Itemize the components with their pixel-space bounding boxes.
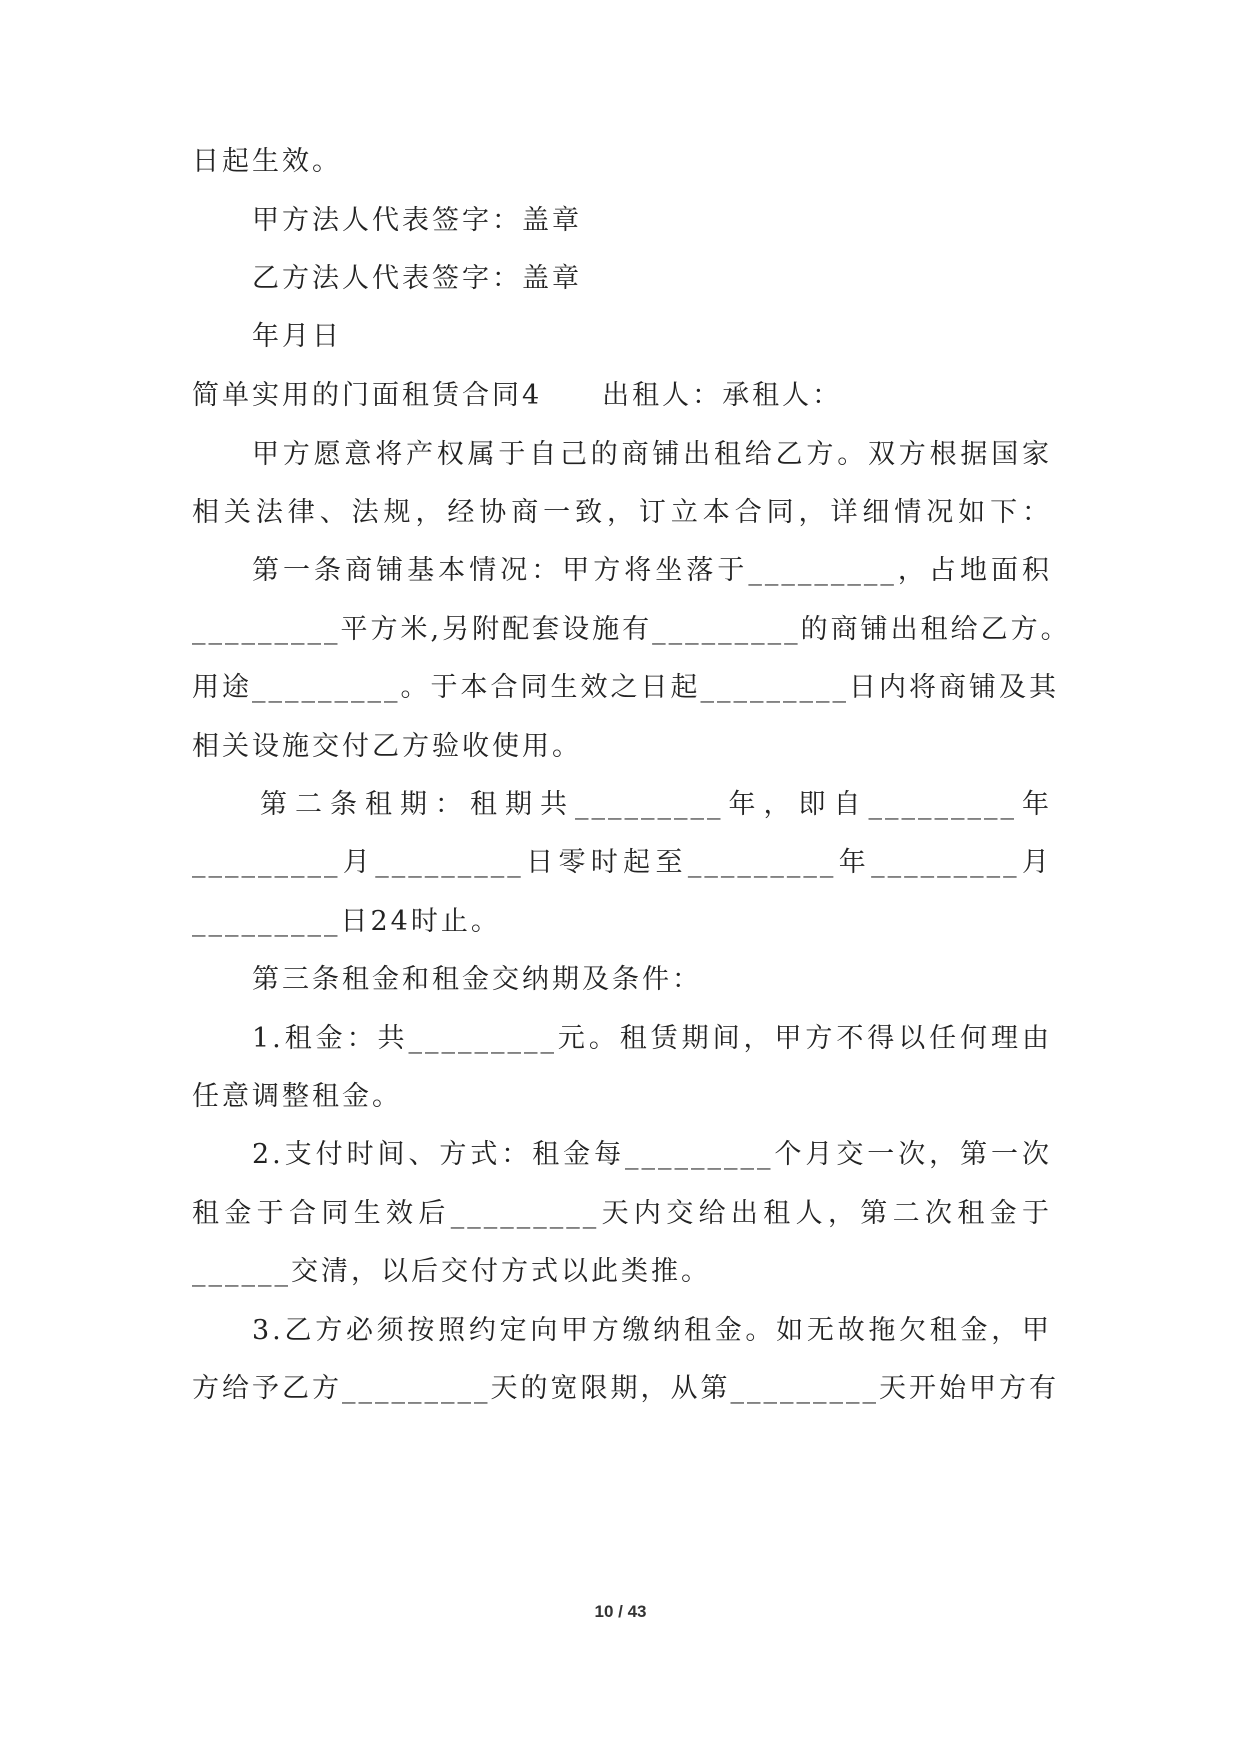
text-line: 第二条租期：租期共_________年，即自_________年 bbox=[260, 789, 1052, 820]
text-line: 租金于合同生效后_________天内交给出租人，第二次租金于 bbox=[192, 1198, 1052, 1229]
text-line: 方给予乙方_________天的宽限期，从第_________天开始甲方有 bbox=[192, 1373, 1059, 1404]
page-number: 10 / 43 bbox=[594, 1602, 647, 1621]
text-line: 第三条租金和租金交纳期及条件： bbox=[252, 964, 702, 995]
section-heading: 简单实用的门面租赁合同4 出租人：承租人： bbox=[192, 380, 843, 411]
text-line: 相关设施交付乙方验收使用。 bbox=[192, 731, 582, 762]
text-line: 乙方法人代表签字：盖章 bbox=[252, 263, 582, 294]
text-line: 第一条商铺基本情况：甲方将坐落于_________，占地面积 bbox=[252, 555, 1052, 586]
text-line: 3.乙方必须按照约定向甲方缴纳租金。如无故拖欠租金，甲 bbox=[252, 1315, 1052, 1346]
text-line: _________日24时止。 bbox=[192, 906, 501, 937]
text-line: ______交清，以后交付方式以此类推。 bbox=[192, 1256, 711, 1287]
text-line: 年月日 bbox=[252, 321, 342, 352]
text-line: 相关法律、法规，经协商一致，订立本合同，详细情况如下： bbox=[192, 497, 1052, 528]
text-line: 1.租金：共_________元。租赁期间，甲方不得以任何理由 bbox=[252, 1023, 1052, 1054]
text-line: 任意调整租金。 bbox=[192, 1081, 402, 1112]
text-line: 日起生效。 bbox=[192, 146, 342, 177]
text-line: _________平方米,另附配套设施有_________的商铺出租给乙方。 bbox=[192, 614, 1071, 645]
text-line: 2.支付时间、方式：租金每_________个月交一次，第一次 bbox=[252, 1139, 1052, 1170]
text-line: _________月_________日零时起至_________年_________月 bbox=[192, 847, 1052, 878]
text-line: 甲方法人代表签字：盖章 bbox=[252, 205, 582, 236]
text-line: 甲方愿意将产权属于自己的商铺出租给乙方。双方根据国家 bbox=[252, 439, 1052, 470]
text-line: 用途_________。于本合同生效之日起_________日内将商铺及其 bbox=[192, 672, 1059, 703]
